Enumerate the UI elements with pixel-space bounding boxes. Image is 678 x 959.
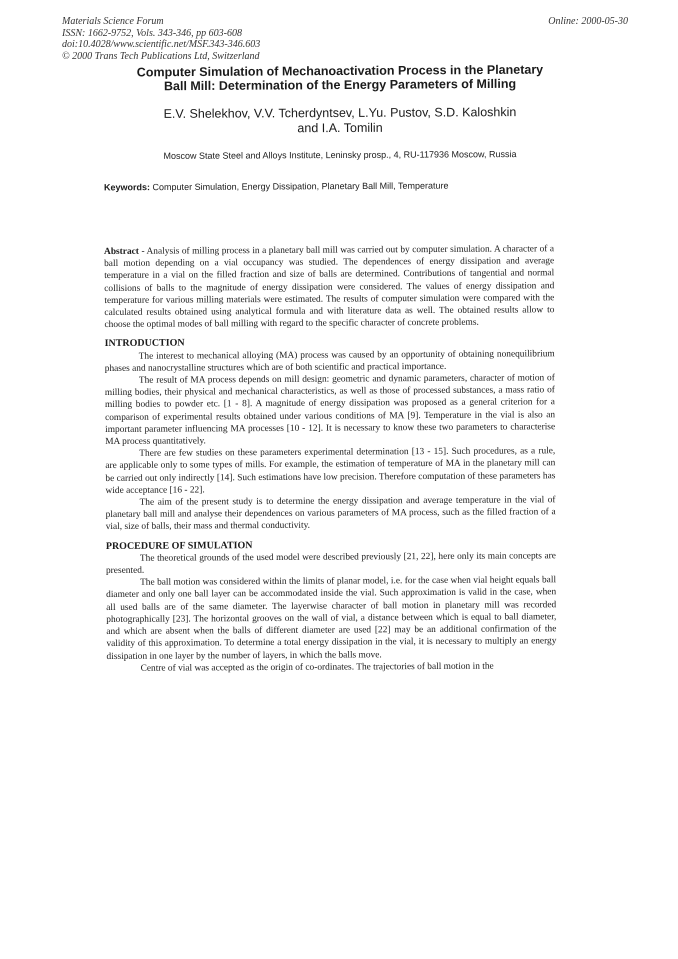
procedure-heading: PROCEDURE OF SIMULATION <box>105 539 253 552</box>
online-date: Online: 2000-05-30 <box>548 16 628 27</box>
procedure-paragraph: The theoretical grounds of the used model were described previously [21, 22], here only its main concepts are presented. <box>105 551 556 577</box>
authors-line-2: and I.A. Tomilin <box>297 120 383 136</box>
procedure-paragraph: Centre of vial was accepted as the origin of co-ordinates. The trajectories of ball motion in the <box>140 661 494 674</box>
keywords-label: Keywords: <box>103 182 151 193</box>
intro-paragraph: There are few studies on these parameters experimental determination [13 - 15]. Such procedures, as a rule, are applicable only to some types of mills. For example, the estimation of temperature of MA in the planetary mill can be carried out only indirectly [14]. Such estimations have low precision. Therefore computation of these parameters has wide acceptance [16 - 22]. <box>105 446 556 496</box>
abstract-label: Abstract <box>104 246 139 257</box>
keywords-text: Computer Simulation, Energy Dissipation, Planetary Ball Mill, Temperature <box>152 180 449 193</box>
paper-body <box>104 243 557 675</box>
intro-paragraph: The interest to mechanical alloying (MA) process was caused by an opportunity of obtaining nonequilibrium phases and nanocrystalline structures which are of both scientific and practical importance. <box>104 348 555 374</box>
author-list <box>100 105 580 138</box>
journal-meta <box>62 16 260 62</box>
paper-title <box>80 62 600 94</box>
copyright-line: © 2000 Trans Tech Publications Ltd, Switzerland <box>62 50 260 62</box>
introduction-heading: INTRODUCTION <box>104 337 185 350</box>
journal-name: Materials Science Forum <box>62 16 164 27</box>
issn-line: ISSN: 1662-9752, Vols. 343-346, pp 603-608 <box>62 27 242 39</box>
doi-line: doi:10.4028/www.scientific.net/MSF.343-346.603 <box>62 39 261 50</box>
abstract <box>104 243 555 331</box>
authors-line-1: E.V. Shelekhov, V.V. Tcherdyntsev, L.Yu. Pustov, S.D. Kaloshkin <box>163 105 517 121</box>
title-line-2: Ball Mill: Determination of the Energy Parameters of Milling <box>163 76 517 94</box>
title-line-1: Computer Simulation of Mechanoactivation Process in the Planetary <box>136 62 544 80</box>
procedure-paragraph: The ball motion was considered within the limits of planar model, i.e. for the case when vial height equals ball diameter and only one ball layer can be accommodated inside the vial. Such approximation is valid in the case, when all used balls are of the same diameter. The layerwise character of ball motion in planetary mill was recorded photographically [23]. The horizontal grooves on the wall of vial, a distance between which is equal to ball diameter, and which are absent when the balls of different diameter are used [22] may be an additional confirmation of the validity of this approximation. To determine a total energy dissipation in the vial, it is necessary to multiply an energy dissipation in one layer by the number of layers, in which the balls move. <box>106 575 557 662</box>
intro-paragraph: The aim of the present study is to determine the energy dissipation and average temperature in the vial of planetary ball mill and analyse their dependences on various parameters of MA process, such as the filled fraction of a vial, size of balls, their mass and thermal conductivity. <box>105 495 556 533</box>
affiliation: Moscow State Steel and Alloys Institute, Leninsky prosp., 4, RU-117936 Moscow, Russia <box>163 149 517 161</box>
intro-paragraph: The result of MA process depends on mill design: geometric and dynamic parameters, character of motion of milling bodies, their physical and mechanical characteristics, as well as those of processed substances, a mass ratio of milling bodies to powder etc. [1 - 8]. A magnitude of energy dissipation was proposed as a general criterion for a comparison of experimental results obtained under various conditions of MA [9]. Temperature in the vial is also an important parameter influencing MA processes [10 - 12]. It is necessary to know these two parameters to characterise MA process quantitatively. <box>104 373 556 448</box>
abstract-text: - Analysis of milling process in a planetary ball mill was carried out by computer simulation. A character of a ball motion depending on a vial occupancy was studied. The dependences of energy dissipation and average temperature in a vial on the filled fraction and size of balls are determined. Contributions of tangential and normal collisions of balls to the magnitude of energy dissipation were considered. The values of energy dissipation and temperature for various milling materials were estimated. The results of computer simulation were compared with the calculated results obtained using analytical formula and with literature data as well. The obtained results allow to choose the optimal modes of ball milling with regard to the specific character of concrete problems. <box>104 244 555 331</box>
keywords <box>104 180 624 193</box>
